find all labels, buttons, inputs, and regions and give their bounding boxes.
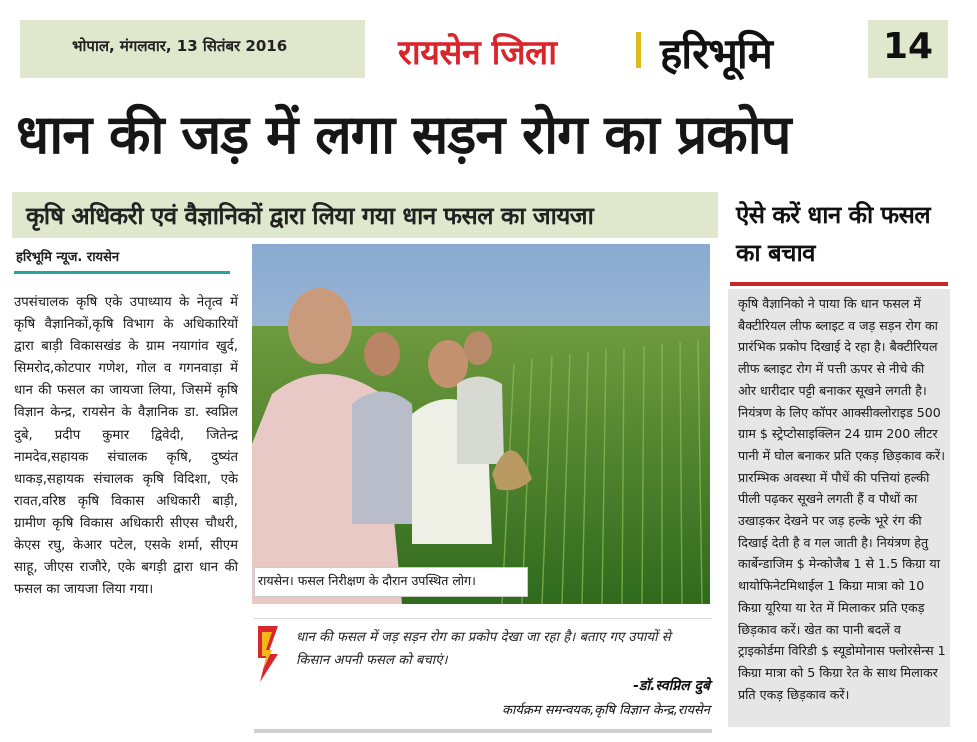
news-photo — [252, 244, 710, 604]
byline: हरिभूमि न्यूज. रायसेन — [16, 250, 120, 265]
bottom-rule — [254, 729, 712, 733]
sidebar-rule — [730, 282, 948, 286]
quote-author: -डॉ.स्वप्निल दुबे — [633, 678, 710, 694]
page-number: 14 — [882, 26, 934, 67]
newspaper-masthead: हरिभूमि — [660, 29, 772, 78]
quote-text: धान की फसल में जड़ सड़न रोग का प्रकोप देखा जा रहा है। बताए गए उपायों से किसान अपनी फसल को बचाएं। — [296, 630, 671, 668]
article-body: उपसंचालक कृषि एके उपाध्याय के नेतृत्व में कृषि वैज्ञानिकों,कृषि विभाग के अधिकारियों द्वारा बाड़ी विकासखंड के ग्राम नयागांव खुर्द, सिमरोद,कोटपार गणेश, गोल व गगनवाड़ा में धान की फसल का जायजा लिया, जिसमें कृषि विज्ञान केन्द्र, रायसेन के वैज्ञानिक डा. स्वप्निल दुबे, प्रदीप कुमार द्विवेदी, जितेन्द्र नामदेव,सहायक संचालक कृषि, दुष्यंत धाकड़,सहायक संचालक कृषि विदिशा, एके रावत,वरिष्ठ कृषि विकास अधिकारी बाड़ी, ग्रामीण कृषि विकास अधिकारी सीएस चौधरी, केएस रघु, केआर पटेल, एसके शर्मा, सीएम साहू, जीएस राजौरे, एके बगड़ी द्वारा धान की फसल का जायजा लिया गया। — [14, 295, 238, 598]
field-inspection-illustration — [252, 244, 710, 604]
sidebar-title: ऐसे करें धान की फसल का बचाव — [736, 201, 931, 267]
subheadline: कृषि अधिकरी एवं वैज्ञानिकों द्वारा लिया गया धान फसल का जायजा — [26, 202, 594, 230]
photo-caption: रायसेन। फसल निरीक्षण के दौरान उपस्थित लोग। — [258, 573, 476, 588]
header-separator — [636, 32, 641, 68]
headline: धान की जड़ में लगा सड़न रोग का प्रकोप — [16, 103, 791, 166]
quote-arrow-icon — [256, 624, 280, 688]
sidebar-text: कृषि वैज्ञानिको ने पाया कि धान फसल में बैक्टीरियल लीफ ब्लाइट व जड़ सड़न रोग का प्रारंभिक प्रकोप दिखाई दे रहा है। बैक्टीरियल लीफ ब्लाइट रोग में पत्ती ऊपर से नीचे की ओर धारीदार पट्टी बनाकर सूखने लगती है। नियंत्रण के लिए कॉपर आक्सीक्लोराइड 500 ग्राम $ स्ट्रेप्टोसाइक्लिन 24 ग्राम 200 लीटर पानी में घोल बनाकर प्रति एकड़ छिड़काव करें। प्रारम्भिक अवस्था में पौधें की पत्तियां हल्की पीली पढ़कर सूखने लगती हैं व पौधों का उखाड़कर देखने पर जड़ हल्के भूरे रंग की दिखाई देती है व गल जाती है। नियंत्रण हेतु कार्बेन्डाजिम $ मेन्कोजैब 1 से 1.5 किग्रा या थायोफिनेटमिथाईल 1 किग्रा मात्रा को 10 किग्रा यूरिया या रेत में मिलाकर प्रति एकड़ छिड़काव करें। खेत का पानी बदलें व ट्राइकोर्डमा विरिडी $ स्यूडोमोनास फ्लोरसेन्स 1 किग्रा मात्रा को 5 किग्रा रेत के साथ मिलाकर प्रति एकड़ छिड़काव करें। — [738, 296, 946, 702]
quote-author-title: कार्यक्रम समन्वयक,कृषि विज्ञान केन्द्र,रायसेन — [501, 703, 710, 718]
district-label: रायसेन जिला — [398, 33, 557, 73]
dateline: भोपाल, मंगलवार, 13 सितंबर 2016 — [72, 37, 288, 55]
byline-rule — [14, 271, 230, 274]
